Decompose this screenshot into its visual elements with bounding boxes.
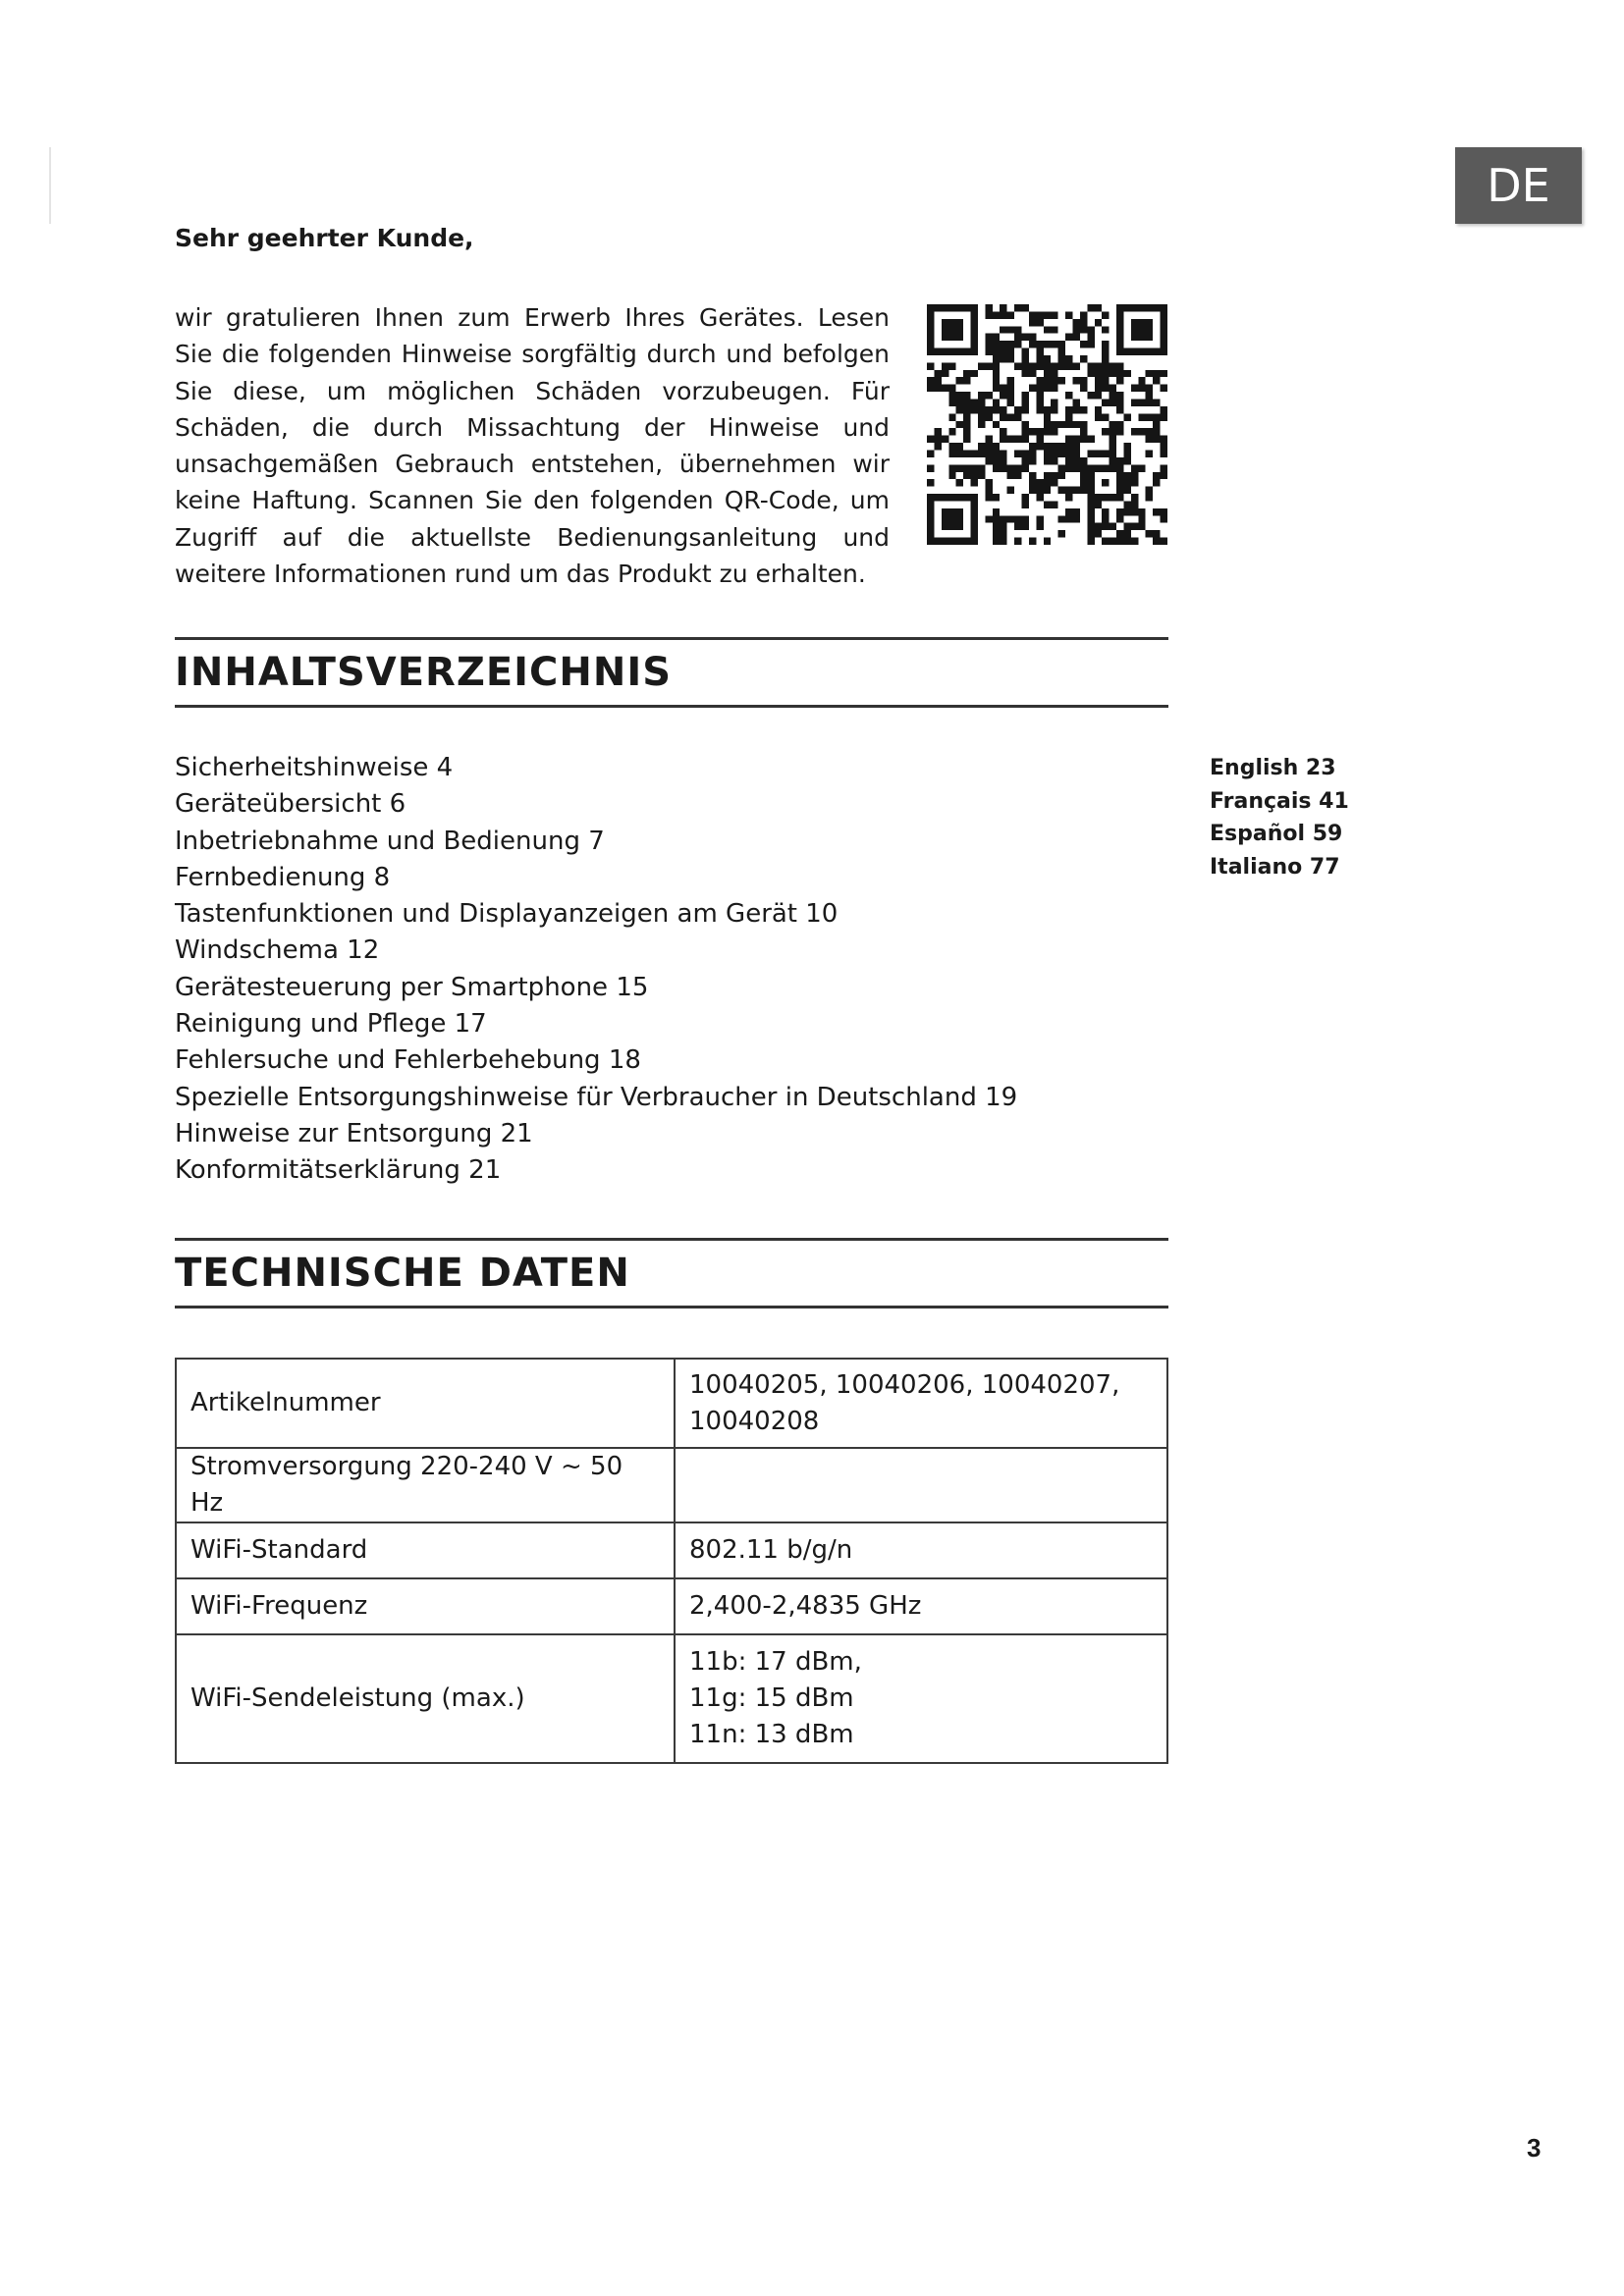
language-link-english[interactable]: English 23 xyxy=(1210,756,1336,780)
language-link-francais[interactable]: Français 41 xyxy=(1210,788,1349,814)
spec-value: 10040205, 10040206, 10040207, 10040208 xyxy=(675,1359,1167,1448)
toc-item[interactable]: Reinigung und Pflege 17 xyxy=(175,1009,487,1040)
spec-value: 802.11 b/g/n xyxy=(675,1522,1167,1578)
specs-heading-band xyxy=(175,1238,1168,1308)
specs-table xyxy=(175,1358,1168,1764)
spec-value xyxy=(675,1448,1167,1522)
toc-item[interactable]: Inbetriebnahme und Bedienung 7 xyxy=(175,826,605,856)
table-row xyxy=(176,1522,1167,1578)
toc-item[interactable]: Tastenfunktionen und Displayanzeigen am Gerät 10 xyxy=(175,899,839,930)
language-link-espanol[interactable]: Español 59 xyxy=(1210,822,1343,846)
table-row xyxy=(176,1634,1167,1763)
toc-item[interactable]: Fehlersuche und Fehlerbehebung 18 xyxy=(175,1045,641,1076)
table-row xyxy=(176,1578,1167,1634)
table-row xyxy=(176,1448,1167,1522)
language-link-italiano[interactable]: Italiano 77 xyxy=(1210,854,1340,880)
spec-value: 2,400-2,4835 GHz xyxy=(675,1578,1167,1634)
qr-code[interactable] xyxy=(927,304,1167,545)
spec-label: WiFi-Frequenz xyxy=(176,1578,675,1634)
toc-item[interactable]: Windschema 12 xyxy=(175,935,380,966)
spec-value: 11b: 17 dBm, 11g: 15 dBm 11n: 13 dBm xyxy=(675,1634,1167,1763)
specs-title: TECHNISCHE DATEN xyxy=(175,1251,630,1296)
language-tab: DE xyxy=(1455,147,1582,224)
greeting: Sehr geehrter Kunde, xyxy=(175,224,474,252)
spec-label: Stromversorgung 220-240 V ~ 50 Hz xyxy=(176,1448,675,1522)
language-index xyxy=(1210,752,1349,883)
spec-label: WiFi-Standard xyxy=(176,1522,675,1578)
margin-rule xyxy=(49,147,51,224)
toc-item[interactable]: Konformitätserklärung 21 xyxy=(175,1155,502,1186)
qr-modules xyxy=(927,304,1167,545)
toc-item[interactable]: Sicherheitshinweise 4 xyxy=(175,753,454,782)
toc-list xyxy=(175,750,1017,1190)
spec-label: Artikelnummer xyxy=(176,1359,675,1448)
toc-item[interactable]: Gerätesteuerung per Smartphone 15 xyxy=(175,972,649,1002)
spec-label: WiFi-Sendeleistung (max.) xyxy=(176,1634,675,1763)
toc-heading-band xyxy=(175,637,1168,708)
toc-title: INHALTSVERZEICHNIS xyxy=(175,650,673,695)
toc-item[interactable]: Spezielle Entsorgungshinweise für Verbraucher in Deutschland 19 xyxy=(175,1082,1018,1112)
toc-item[interactable]: Hinweise zur Entsorgung 21 xyxy=(175,1118,533,1148)
page-number: 3 xyxy=(1527,2133,1542,2163)
table-row xyxy=(176,1359,1167,1448)
toc-item[interactable]: Geräteübersicht 6 xyxy=(175,789,406,820)
toc-item[interactable]: Fernbedienung 8 xyxy=(175,862,391,892)
intro-paragraph: wir gratulieren Ihnen zum Erwerb Ihres Gerätes. Lesen Sie die folgenden Hinweise sorgfältig durch und befolgen Sie diese, um möglichen Schäden vorzubeugen. Für Schäden, die durch Missachtung der Hinweise und unsachgemäßen Gebrauch entstehen, übernehmen wir keine Haftung. Scannen Sie den folgenden QR-Code, um Zugriff auf die aktuellste Bedienungsanleitung und weitere Informationen rund um das Produkt zu erhalten. xyxy=(175,303,890,589)
